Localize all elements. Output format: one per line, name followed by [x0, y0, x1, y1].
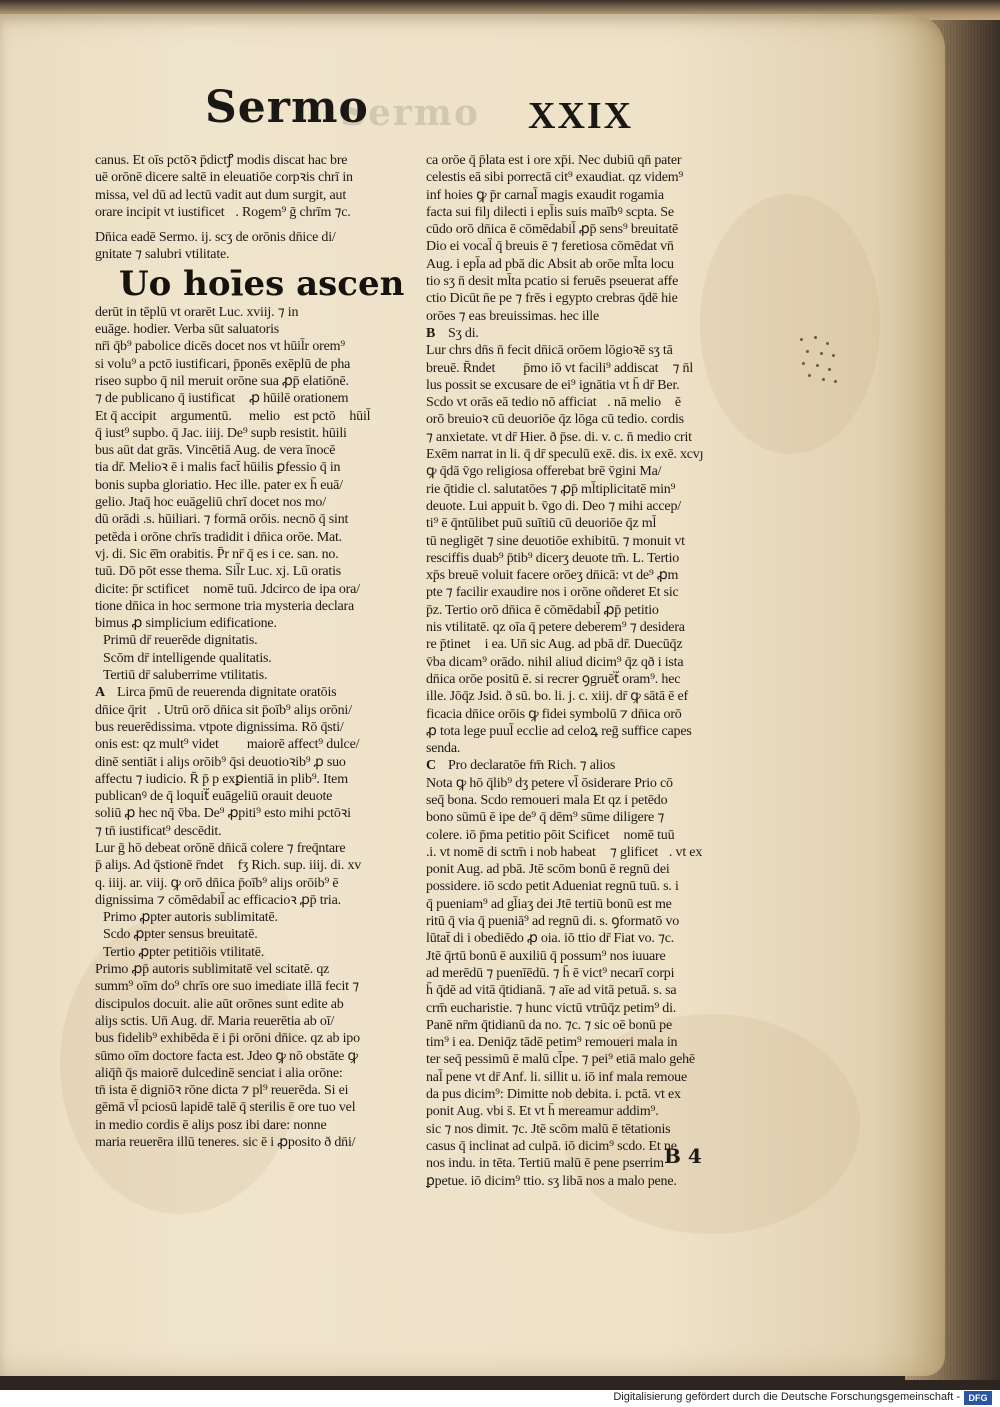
text-line: bono sūmū ē ipe de⁹ q̄ dēm⁹ sūme diligere ⁊ — [426, 810, 665, 826]
text-line: dn̄ica orōe positū ē. si recrer ꝯgruēt᷑ oram⁹. hec — [426, 671, 681, 687]
left-text-column — [95, 152, 407, 1151]
ink-dots-ornament — [796, 334, 840, 390]
text-line: ꝑpetue. iō dicim⁹ ttio. sʒ libā nos a malo pene. — [426, 1173, 677, 1189]
text-line: Scōm dr̄ intelligende qualitatis. — [103, 650, 272, 666]
text-line: lus possit se excusare de ei⁹ ignātia vt h̄ dr̄ Ber. — [426, 377, 680, 393]
text-line: tim⁹ i ea. Deniq̄z tādē petim⁹ remoueri mala in — [426, 1035, 678, 1051]
text-line: ꝙ q̄dā v̄go religiosa offerebat brē v̄gini Ma/ — [426, 464, 662, 480]
text-line: p̄z. Tertio orō dn̄ica ē cōmēdabil̄ ꝓp̄ petitio — [426, 602, 659, 618]
text-line: Dn̄ica eadē Sermo. ij. scʒ de orōnis dn̄ice di/ — [95, 230, 336, 246]
text-line: nal̄ pene vt dr̄ Anf. li. sillit u. iō inf mala remoue — [426, 1069, 687, 1085]
text-line: maria reuerēra illū teneres. sic ē i ꝓposito ð dn̄i/ — [95, 1135, 356, 1151]
text-line: orare incipit vt iustificet᷑. Rogem⁹ ḡ chrīm ⁊c. — [95, 204, 351, 220]
text-line: si volu⁹ a pctō iustificari, p̄ponēs exēplū de pha — [95, 356, 351, 372]
text-line: celestis eā sibi porrectā cit⁹ exaudiat. qz videm⁹ — [426, 170, 684, 186]
text-line: Primo ꝓp̄ autoris sublimitatē vel scitatē. qz — [95, 962, 330, 978]
text-line: Nota ꝙ hō q̄lib⁹ dʒ petere vl̄ ōsiderare Prio cō — [426, 775, 673, 791]
ink-dot — [832, 354, 835, 357]
ink-dot — [820, 352, 823, 355]
ink-dot — [822, 378, 825, 381]
text-line: ficacia dn̄ice orōis ꝙ fidei symbolū ⁊ dn̄ica orō — [426, 706, 682, 722]
text-line: ter seq̄ pessimū ē malū cl̄pe. ⁊ pei⁹ etiā malo gehē — [426, 1052, 695, 1068]
footer-bar — [0, 1390, 1000, 1407]
ink-dot — [806, 350, 809, 353]
text-line: bimus ꝓ simplicium edificatione. — [95, 616, 277, 632]
marked-line — [426, 325, 744, 342]
text-line: summ⁹ oīm do⁹ chrīs ore suo imediate illā fecit ⁊ — [95, 979, 359, 995]
text-line: orōes ⁊ eas breuissimas. hec ille — [426, 308, 599, 324]
decorated-initial-line: Uo hoīes ascen — [119, 263, 405, 304]
show-through-text: Sermo — [340, 92, 480, 134]
text-line: publicanꝰ de q̄ loquit᷑ euāgeliū orauit deuote — [95, 789, 333, 805]
text-line: nos indu. in tēta. Tertiū malū ē pene pserrim — [426, 1156, 664, 1172]
text-line: gelio. Jtaq̄ hoc euāgeliū chrī docet nos mo/ — [95, 495, 326, 511]
text-line: re p̄tinet᷑ i ea. Un̄ sic Aug. ad pbā dr̄. Duecūq̄z — [426, 637, 683, 653]
ink-dot — [816, 364, 819, 367]
text-line: q̄ pueniam⁹ ad gl̄iaʒ dei Jtē tertiū bonū est me — [426, 896, 672, 912]
ink-dot — [814, 336, 817, 339]
text-line: Primo ꝓpter autoris sublimitatē. — [103, 910, 278, 926]
text-line: da pus dicim⁹: Dimitte nob debita. i. pctā. vt ex — [426, 1087, 681, 1103]
text-line: ritū q̄ via q̄ pueniā⁹ ad regnū di. s. ꝯformatō vo — [426, 914, 680, 930]
signature-mark: B 4 — [664, 1144, 702, 1168]
ink-dot — [800, 338, 803, 341]
text-line: dicite: p̄r sctificet᷑ nomē tuū. Jdcirco de ipa ora/ — [95, 581, 360, 597]
ink-dot — [808, 374, 811, 377]
text-line: in medio cordis ē aliȷs posz ibi dare: nonne — [95, 1117, 327, 1133]
text-line: ⁊ de publicano q̄ iustificat᷑ ꝓ hūilē orationem — [95, 391, 349, 407]
text-line: p̄ aliȷs. Ad q̄stionē r̄ndet᷑ fʒ Rich. sup. iiij. di. xv — [95, 858, 362, 874]
text-line: Tertio ꝓpter petitiōis vtilitatē. — [103, 944, 265, 960]
text-line: orō breuioꝛ cū deuoriōe q̄z lōga cū tedio. cordis — [426, 412, 684, 428]
text-line: Scdo ꝓpter sensus breuitatē. — [103, 927, 258, 943]
text-line: lūtat̄ di i obediēdo ꝓ oia. iō ttio dr̄ Fiat vo. ⁊c. — [426, 931, 675, 947]
spacer — [95, 221, 407, 229]
text-line: aliq̄ñ q̄s maiorē dulcedinē senciat i alia orōne: — [95, 1065, 343, 1081]
text-line: ti⁹ ē q̄ntūlibet puū suītiū cū deuoriōe q̄z ml̄ — [426, 516, 657, 532]
text-line: uē orōnē dicere saltē in eleuatiōe corpꝛis chrī in — [95, 170, 353, 186]
text-line: bonis supba gloriatio. Hec ille. pater ex h̄ euā/ — [95, 477, 343, 493]
text-line: tione dn̄ica in hoc sermone tria mysteria declara — [95, 598, 355, 614]
text-line: resciffis duab⁹ p̄tib⁹ dicerʒ deuote tm̄. L. Tertio — [426, 550, 680, 566]
text-line: soliū ꝓ hec nq̄ v̄ba. De⁹ ꝓpiti⁹ esto mihi pctōꝛi — [95, 806, 351, 822]
text-line: canus. Et oīs pctōꝛ p̄dictꝭ modis discat hac bre — [95, 153, 348, 168]
text-line: affectu ⁊ iudicio. R̄ p̄ p exꝑientiā in plib⁹. Item — [95, 771, 348, 787]
text-line: dū orādi .s. hūiliari. ⁊ formā orōis. necnō q̄ sint — [95, 512, 349, 528]
text-line: xp̄s breuē voluit facere orōeʒ dn̄icā: vt de⁹ ꝓm — [426, 568, 679, 584]
text-line: facta sui filȷ dilecti i epl̄is suis maībꝰ scpta. Se — [426, 204, 674, 220]
text-line: dignissima ⁊ cōmēdabil̄ ac efficacioꝛ ꝓp̄ tria. — [95, 892, 341, 908]
marked-line-text: Pro declaratōe fm̄ Rich. ⁊ alios — [448, 758, 616, 774]
text-line: seq̄ bona. Scdo remoueri mala Et qz i petēdo — [426, 792, 668, 808]
section-marker: C — [426, 758, 436, 774]
text-line: cūdo orō dn̄ica ē cōmēdabil̄ ꝓp̄ sens⁹ breuitatē — [426, 222, 679, 238]
text-line: Lur ḡ hō debeat orōnē dn̄icā colere ⁊ freq̄ntare — [95, 840, 346, 856]
text-line: vj. di. Sic ē̄m orabitis. P̄r nr̄ q̄ es i ce. san. no. — [95, 546, 339, 562]
text-line: tia dr̄. Melioꝛ ē i malis fact̄ hūilis ꝑfessio q̄ in — [95, 460, 341, 476]
text-line: Tertiū dr̄ saluberrime vtilitatis. — [103, 668, 268, 684]
text-line: sic ⁊ nos dimit. ⁊c. Jtē scōm malū ē tētationis — [426, 1121, 671, 1137]
text-line: nis vtilitatē. qz oīa q̄ petere deberem⁹ ⁊ desidera — [426, 620, 685, 636]
ink-dot — [802, 362, 805, 365]
text-line: dn̄ice q̄rit᷑. Utrū orō dn̄ica sit p̄oīb⁹ aliȷs orōni/ — [95, 702, 352, 718]
text-line: crm̄ eucharistie. ⁊ hunc victū vtrūq̄z petim⁹ di. — [426, 1000, 677, 1016]
text-line: inf hoies ꝙ p̄r carnal̄ magis exaudit rogamia — [426, 187, 664, 203]
text-line: nr̄i q̄b⁹ pabolice dicēs docet nos vt hūil̄r orem⁹ — [95, 339, 345, 355]
text-line: Exēm narrat in li. q̄ dr̄ speculū exē. dis. ix exē. xcvȷ — [426, 447, 704, 463]
marked-line — [426, 757, 744, 774]
text-line: missa, vel dū ad lectū vadit aut dum surgit, aut — [95, 187, 347, 203]
text-line: v̄ba dicam⁹ orādo. nihil aliud dicim⁹ q̄z qð i ista — [426, 654, 684, 670]
text-line: Jtē q̄rtū bonū ē auxiliū q̄ possum⁹ nos iuuare — [426, 948, 666, 964]
ink-dot — [834, 380, 837, 383]
text-line: tuū. Dō pōt esse thema. Sil̄r Luc. xj. Lū oratis — [95, 564, 342, 580]
text-line: possidere. iō scdo petit Adueniat regnū tuū. s. i — [426, 879, 679, 895]
section-marker: A — [95, 685, 105, 701]
text-line: onis est: qz mult⁹ videt᷑ ꝙ maiorē affect⁹ dulce/ — [95, 737, 360, 753]
running-title: Sermo — [205, 82, 369, 133]
text-line: ille. Jōq̄z Jsid. ð sū. bo. li. j. c. xiij. dr̄ ꝙ sātā ē ef — [426, 689, 688, 705]
ink-dot — [826, 342, 829, 345]
text-line: deuote. Lui appuit b. v̄go di. Deo ⁊ mihi accep/ — [426, 498, 681, 514]
text-line: dinē sentiāt i aliȷs orōib⁹ q̄si deuotioꝛib⁹ ꝓ suo — [95, 754, 346, 770]
text-line: discipulos docuit. alie aūt orōnes sunt edite ab — [95, 996, 344, 1012]
text-line: tn̄ ista ē digniōꝛ rōne dicta ⁊ pl⁹ reuerēda. Si ei — [95, 1083, 349, 1099]
text-line: ca orōe q̄ p̄lata est i ore xp̄i. Nec dubiū qn̄ pater — [426, 153, 682, 168]
text-line: Et q̄ accipit᷑ argumentū. ꝙ melioꝛ est pctōꝛ hūil̄ — [95, 408, 371, 424]
text-line: derūt in tēplū vt orarēt Luc. xviij. ⁊ in — [95, 304, 299, 320]
section-marker: B — [426, 325, 436, 341]
text-line: senda. — [426, 741, 461, 757]
text-line: Lur chrs dn̄s n̄ fecit dn̄icā orōem lōgioꝛē sʒ tā — [426, 343, 673, 359]
text-line: pte ⁊ facilir exaudire nos i orōne oñderet Et sic — [426, 585, 679, 601]
text-line: tio sʒ n̄ desit ml̄ta pcatio si feruēs pseuerat affe — [426, 274, 679, 290]
text-line: riseo supbo q̄ nil meruit orōne sua ꝓp̄ elatiōnē. — [95, 373, 349, 389]
ink-dot — [828, 368, 831, 371]
text-line: colere. iō p̄ma petitio pōit Scificet᷑ nomē tuū — [426, 827, 675, 843]
marked-line-text: Sʒ di. — [448, 325, 479, 341]
text-line: ꝓ tota lege puul̄ ecclie ad celoꝝ reḡ suffice capes — [426, 723, 692, 739]
text-line: casus q̄ inclinat ad culpā. iō dicim⁹ scdo. Et ne — [426, 1138, 677, 1154]
text-line: h̄ q̄dē ad vitā q̄tidianā. ⁊ aīe ad vitā petuā. s. sa — [426, 983, 677, 999]
dfg-logo: DFG — [964, 1391, 992, 1405]
text-line: bus fidelib⁹ exhibēda ē i p̄i orōni dn̄ice. qz ab ipo — [95, 1031, 360, 1047]
text-line: gēmā vl̄ pciosū lapidē talē q̄ sterilis ē ore tuo vel — [95, 1100, 356, 1116]
text-line: q. iiij. ar. viij. ꝙ orō dn̄ica p̄oīb⁹ aliȷs orōib⁹ ē — [95, 875, 339, 891]
text-line: bus aūt dat grās. Vincētiā Aug. de vera īnocē — [95, 443, 336, 459]
text-line: ctio Dicūt n̄e pe ⁊ frēs i egypto crebras q̄dē hie — [426, 291, 678, 307]
text-line: ad merēdū ⁊ puenīēdū. ⁊ h̄ ē vict⁹ necarī corpi — [426, 965, 675, 981]
text-line: ⁊ anxietate. vt dr̄ Hier. ð p̄se. di. v. c. n̄ medio crit — [426, 429, 692, 445]
text-line: Aug. i epl̄a ad pbā dic Absit ab orōe ml̄ta locu — [426, 256, 674, 272]
text-line: bus reuerēdissima. vtpote dignissima. Rō q̄sti/ — [95, 719, 344, 735]
text-line: .i. vt nomē di sctm̄ i nob habeat᷑ ⁊ glificet᷑. vt ex — [426, 844, 703, 860]
text-line: ⁊ tn̄ iustificat⁹ descēdit. — [95, 823, 222, 839]
folio-number: XXIX — [528, 95, 634, 137]
funding-credit: Digitalisierung gefördert durch die Deutsche Forschungsgemeinschaft - — [613, 1391, 960, 1403]
text-line: ponit Aug. ad pbā. Jtē scōm bonū ē regnū dei — [426, 862, 670, 878]
text-line: Dio ei vocal̄ q̄ breuis ē ⁊ feretiosa cōmēdat vn̄ — [426, 239, 674, 255]
marked-line-text: Lirca p̄mū de reuerenda dignitate oratōis — [117, 685, 337, 701]
text-line — [95, 684, 407, 701]
text-line: gnitate ⁊ salubri vtilitate. — [95, 247, 230, 263]
text-line: q̄ iust⁹ supbo. q̄ Jac. iiij. De⁹ supb resistit. hūili — [95, 425, 347, 441]
text-line: Primū dr̄ reuerēde dignitatis. — [103, 633, 258, 649]
text-line: tū negligēt ⁊ sine deuotiōe exhibitū. ⁊ monuit vt — [426, 533, 685, 549]
text-line: rie q̄tidie cl. salutatōes ⁊ ꝓp̄ ml̄tiplicitatē min⁹ — [426, 481, 676, 497]
text-line: sūmo oīm doctore facta est. Jdeo ꝙ nō obstāte ꝙ — [95, 1048, 358, 1064]
text-line: aliȷs sctis. Un̄ Aug. dr̄. Maria reuerētia ab oī/ — [95, 1013, 335, 1029]
text-line: petēda i orōne chrīs tradidit i dn̄ica orōe. Mat. — [95, 529, 342, 545]
text-line: Scdo vt orās eā tedio nō afficiat᷑. nā melioꝛ ē — [426, 395, 681, 411]
text-line: ponit Aug. vbi s̄. Et vt h̄ mereamur addim⁹. — [426, 1104, 659, 1120]
text-line: Panē nr̄m q̄tidianū da no. ⁊c. ⁊ sic oē bonū pe — [426, 1017, 672, 1033]
right-text-column — [426, 152, 744, 1190]
text-line: euāge. hodier. Verba sūt saluatoris — [95, 322, 280, 338]
text-line: breuē. R̄ndet᷑ ꝙ p̄mo iō vt facili⁹ addiscat᷑ ⁊ n̄l — [426, 360, 694, 376]
